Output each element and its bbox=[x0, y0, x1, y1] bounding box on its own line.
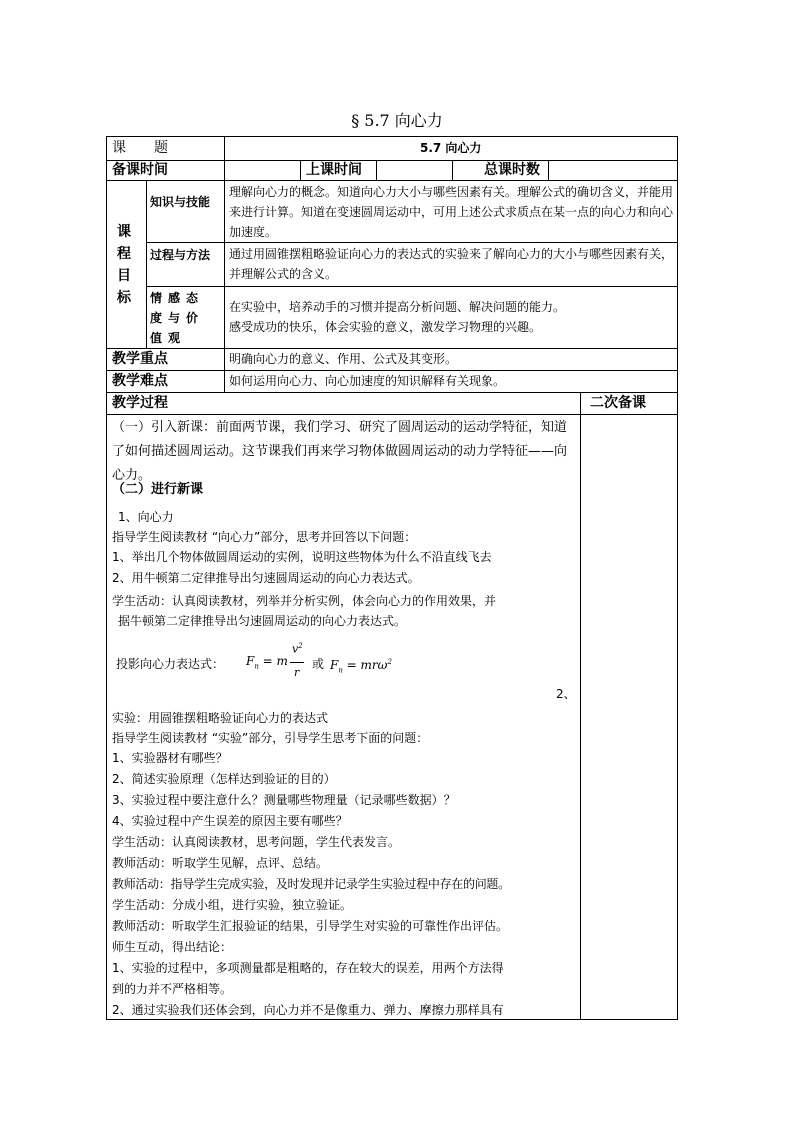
body-line: 1、举出几个物体做圆周运动的实例，说明这些物体为什么不沿直线飞去 bbox=[112, 550, 492, 564]
body-line: 师生互动，得出结论： bbox=[112, 940, 233, 954]
col-divider bbox=[580, 392, 581, 1020]
body-line: 1、向心力 bbox=[118, 510, 174, 524]
class-time-label: 上课时间 bbox=[306, 162, 362, 178]
key-points-label: 教学重点 bbox=[112, 351, 168, 367]
col-divider bbox=[376, 160, 377, 180]
col-divider bbox=[224, 136, 225, 180]
body-line: 学生活动：认真阅读教材，列举并分析实例，体会向心力的作用效果，并 bbox=[112, 594, 497, 608]
goal-label-attitude: 情感态度与价值观 bbox=[150, 291, 205, 345]
row-divider bbox=[146, 242, 678, 243]
col-divider bbox=[146, 180, 147, 348]
item-number: 2、 bbox=[556, 687, 576, 701]
body-line: 2、简述实验原理（怎样达到验证的目的） bbox=[112, 772, 336, 786]
body-line: 1、实验的过程中，多项测量都是粗略的，存在较大的误差，用两个方法得 bbox=[112, 961, 504, 975]
body-line: 2、通过实验我们还体会到，向心力并不是像重力、弹力、摩擦力那样具有 bbox=[112, 1003, 504, 1017]
body-line: 学生活动：分成小组，进行实验，独立验证。 bbox=[112, 898, 353, 912]
goals-label-char: 课 bbox=[117, 224, 131, 240]
goals-label-char: 目 bbox=[117, 268, 131, 284]
goal-text-knowledge: 理解向心力的概念。知道向心力大小与哪些因素有关。理解公式的确切含义，并能用来进行计算。知道在变速圆周运动中，可用上述公式求质点在某一点的向心力和向心加速度。 bbox=[229, 185, 674, 239]
formula-prefix: 投影向心力表达式： bbox=[116, 657, 225, 671]
formula-centripetal-omega: $F_n = mr\omega^2$ bbox=[330, 658, 392, 675]
second-prep-label: 二次备课 bbox=[590, 395, 646, 411]
row-divider bbox=[106, 414, 678, 415]
body-line: 2、用牛顿第二定律推导出匀速圆周运动的向心力表达式。 bbox=[112, 571, 420, 585]
body-line: 3、实验过程中要注意什么？测量哪些物理量（记录哪些数据）？ bbox=[112, 793, 456, 807]
col-divider bbox=[452, 160, 453, 180]
key-points-text: 明确向心力的意义、作用、公式及其变形。 bbox=[229, 352, 458, 366]
row-divider bbox=[106, 160, 678, 161]
goal-text-attitude-line: 在实验中，培养动手的习惯并提高分析问题、解决问题的能力。 bbox=[229, 300, 566, 314]
goals-label-char: 标 bbox=[117, 290, 131, 306]
body-line: 学生活动：认真阅读教材，思考问题，学生代表发言。 bbox=[112, 835, 401, 849]
body-line: 实验：用圆锥摆粗略验证向心力的表达式 bbox=[112, 711, 329, 725]
lesson-value: 5.7 向心力 bbox=[420, 141, 482, 155]
row-divider bbox=[146, 286, 678, 287]
section-heading: （二）进行新课 bbox=[112, 482, 204, 497]
goal-text-process: 通过用圆锥摆粗略验证向心力的表达式的实验来了解向心力的大小与哪些因素有关，并理解公式的含义。 bbox=[229, 247, 674, 281]
goals-label-char: 程 bbox=[117, 246, 131, 262]
body-line: 4、实验过程中产生误差的原因主要有哪些？ bbox=[112, 814, 348, 828]
formula-or: 或 bbox=[312, 657, 325, 671]
process-label: 教学过程 bbox=[112, 395, 168, 411]
body-line: 指导学生阅读教材 “实验”部分，引导学生思考下面的问题： bbox=[112, 731, 429, 745]
difficulties-text: 如何运用向心力、向心加速度的知识解释有关现象。 bbox=[229, 374, 506, 388]
prep-time-label: 备课时间 bbox=[112, 162, 168, 178]
body-line: 教师活动：指导学生完成实验，及时发现并记录学生实验过程中存在的问题。 bbox=[112, 877, 510, 891]
body-line: 教师活动：听取学生见解，点评、总结。 bbox=[112, 856, 329, 870]
body-line: 据牛顿第二定律推导出匀速圆周运动的向心力表达式。 bbox=[118, 614, 407, 628]
body-line: 教师活动：听取学生汇报验证的结果，引导学生对实验的可靠性作出评估。 bbox=[112, 919, 509, 933]
lesson-label: 课 题 bbox=[112, 140, 168, 156]
col-divider bbox=[224, 180, 225, 392]
body-line: 1、实验器材有哪些？ bbox=[112, 751, 228, 765]
goal-label-process: 过程与方法 bbox=[150, 248, 211, 262]
body-line: 指导学生阅读教材 “向心力”部分，思考并回答以下问题： bbox=[112, 530, 417, 544]
goal-label-knowledge: 知识与技能 bbox=[150, 195, 211, 209]
row-divider bbox=[106, 180, 678, 181]
total-hours-label: 总课时数 bbox=[484, 162, 540, 178]
page-title: § 5.7 向心力 bbox=[351, 111, 443, 130]
difficulties-label: 教学难点 bbox=[112, 373, 168, 389]
col-divider bbox=[300, 160, 301, 180]
col-divider bbox=[548, 160, 549, 180]
goal-text-attitude-line: 感受成功的快乐，体会实验的意义，激发学习物理的兴趣。 bbox=[229, 320, 542, 334]
body-line: 到的力并不严格相等。 bbox=[112, 982, 233, 996]
intro-paragraph: （一）引入新课：前面两节课，我们学习、研究了圆周运动的运动学特征，知道了如何描述圆周运动。这节课我们再来学习物体做圆周运动的动力学特征——向心力。 bbox=[112, 420, 568, 483]
